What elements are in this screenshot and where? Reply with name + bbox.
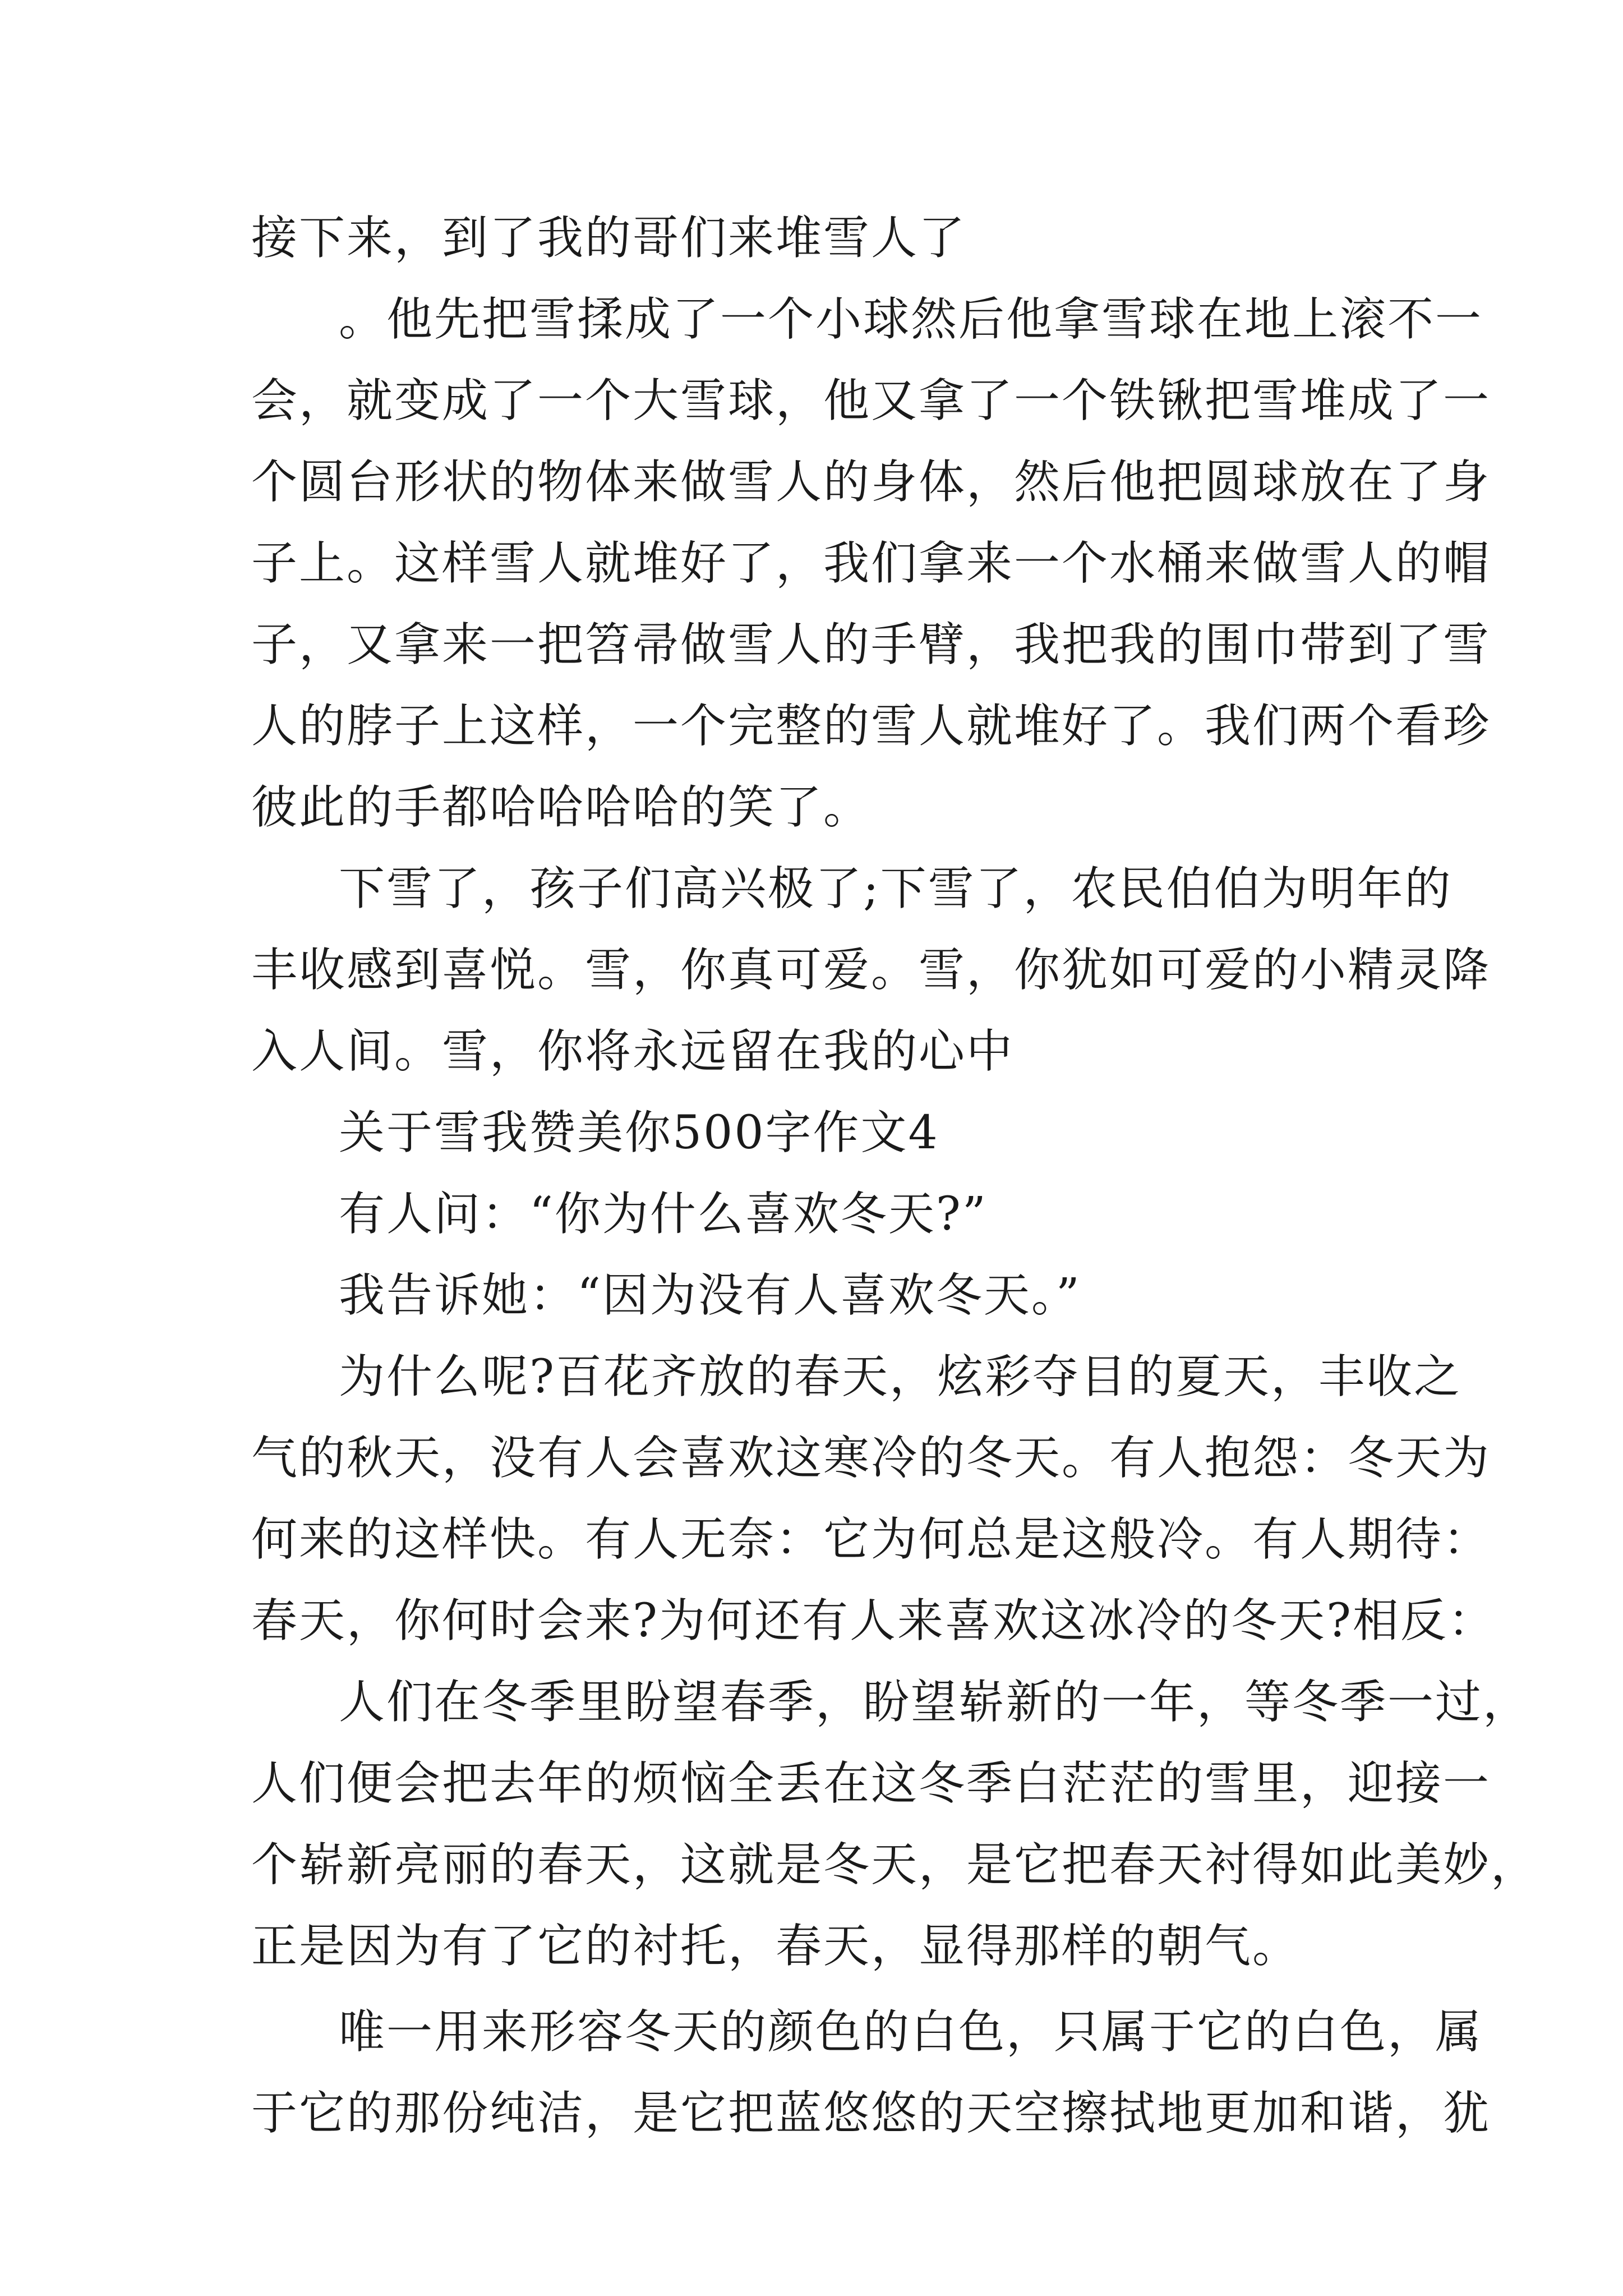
- text-line: 正是因为有了它的衬托，春天，显得那样的朝气。: [251, 1920, 1301, 1973]
- text-line: 为什么呢?百花齐放的春天，炫彩夺目的夏天，丰收之: [339, 1350, 1461, 1404]
- text-line: 个圆台形状的物体来做雪人的身体，然后他把圆球放在了身: [251, 455, 1491, 509]
- text-line: 会，就变成了一个大雪球，他又拿了一个铁锹把雪堆成了一: [251, 374, 1491, 427]
- essay-heading: 关于雪我赞美你500字作文4: [339, 1106, 939, 1159]
- text-line: 于它的那份纯洁，是它把蓝悠悠的天空擦拭地更加和谐，犹: [251, 2087, 1491, 2140]
- text-line: 下雪了，孩子们高兴极了;下雪了，农民伯伯为明年的: [339, 862, 1453, 915]
- text-line: 春天，你何时会来?为何还有人来喜欢这冰冷的冬天?相反：: [251, 1594, 1496, 1648]
- text-line: 彼此的手都哈哈哈哈的笑了。: [251, 781, 872, 834]
- text-line: 接下来，到了我的哥们来堆雪人了: [251, 211, 967, 265]
- text-line: 子，又拿来一把笤帚做雪人的手臂，我把我的围巾带到了雪: [251, 618, 1491, 671]
- essay-text: [251, 197, 1539, 2154]
- text-line: 我告诉她：“因为没有人喜欢冬天。”: [339, 1269, 1081, 1322]
- text-line: 。他先把雪揉成了一个小球然后他拿雪球在地上滚不一: [339, 293, 1483, 346]
- text-line: 气的秋天，没有人会喜欢这寒冷的冬天。有人抱怨：冬天为: [251, 1432, 1491, 1485]
- text-line: 个崭新亮丽的春天，这就是冬天，是它把春天衬得如此美妙，: [251, 1838, 1539, 1892]
- text-line: 子上。这样雪人就堆好了，我们拿来一个水桶来做雪人的帽: [251, 537, 1491, 590]
- text-line: 何来的这样快。有人无奈：它为何总是这般冷。有人期待：: [251, 1513, 1491, 1566]
- text-line: 人的脖子上这样，一个完整的雪人就堆好了。我们两个看珍: [251, 700, 1491, 753]
- text-line: 有人问：“你为什么喜欢冬天?”: [339, 1188, 988, 1241]
- text-line: 丰收感到喜悦。雪，你真可爱。雪，你犹如可爱的小精灵降: [251, 944, 1491, 997]
- text-line: 人们便会把去年的烦恼全丢在这冬季白茫茫的雪里，迎接一: [251, 1757, 1491, 1810]
- text-line: 人们在冬季里盼望春季，盼望崭新的一年，等冬季一过，: [339, 1676, 1531, 1729]
- text-line: 入人间。雪，你将永远留在我的心中: [251, 1025, 1015, 1078]
- text-line: 唯一用来形容冬天的颜色的白色，只属于它的白色，属: [339, 2005, 1483, 2059]
